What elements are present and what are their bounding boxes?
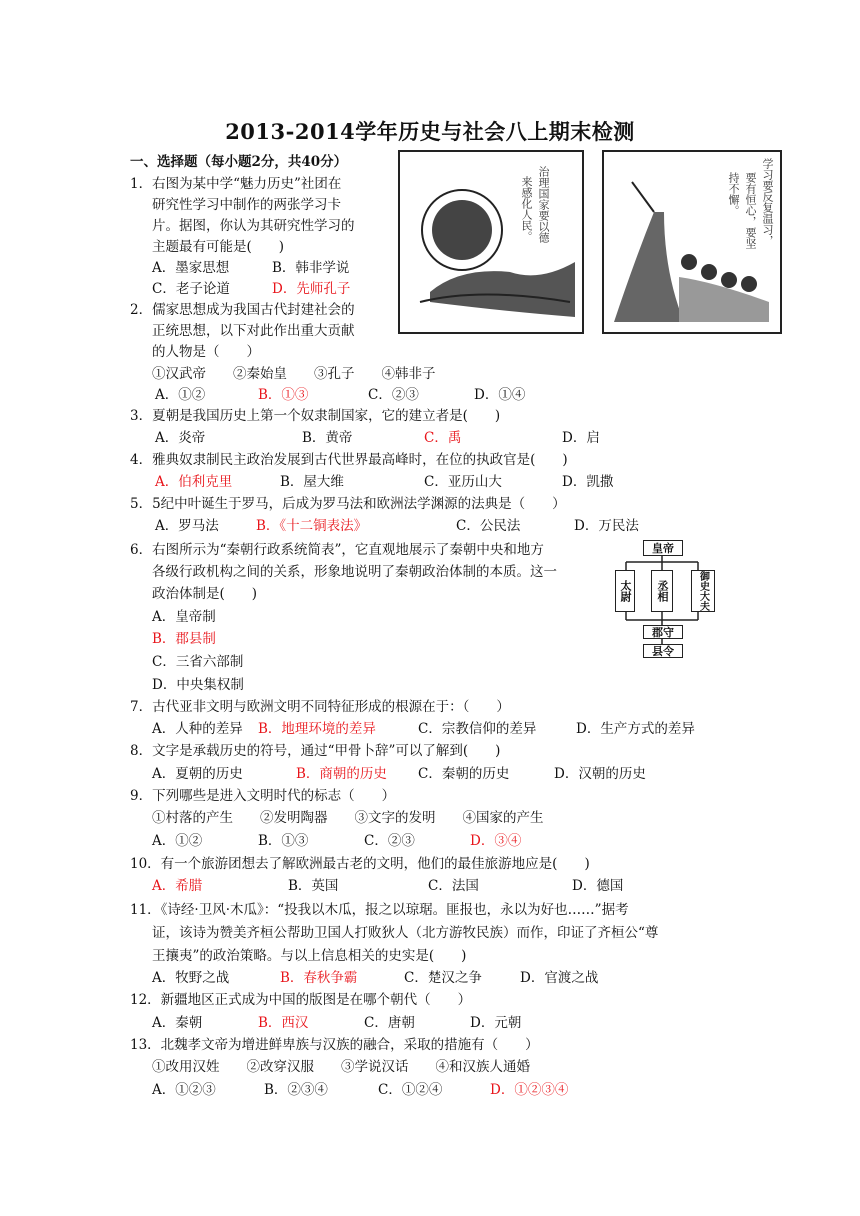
q8-stem: 8．文字是承载历史的符号，通过“甲骨卜辞”可以了解到( ) bbox=[130, 743, 501, 759]
q1-option-c: C．老子论道 bbox=[152, 281, 230, 297]
q4-stem: 4．雅典奴隶制民主政治发展到古代世界最高峰时，在位的执政官是( ) bbox=[130, 452, 568, 468]
q7-stem: 7．古代亚非文明与欧洲文明不同特征形成的根源在于：（ ） bbox=[130, 699, 510, 715]
q1-option-d-answer: D．先师孔子 bbox=[272, 281, 351, 297]
q9-option-c: C．②③ bbox=[364, 833, 415, 849]
q2-option-b-answer: B．①③ bbox=[258, 387, 309, 403]
q8-option-c: C．秦朝的历史 bbox=[418, 766, 510, 782]
q8-option-b-answer: B．商朝的历史 bbox=[296, 766, 387, 782]
study-card-1 bbox=[398, 150, 584, 334]
q5-option-b-answer: B．《十二铜表法》 bbox=[256, 518, 368, 534]
card2-line-3: 持不懈。 bbox=[727, 172, 740, 216]
q12-option-a: A．秦朝 bbox=[152, 1015, 203, 1031]
q6-option-a: A．皇帝制 bbox=[152, 609, 216, 625]
q11-option-d: D．官渡之战 bbox=[520, 970, 599, 986]
q3-option-a: A．炎帝 bbox=[155, 430, 206, 446]
q1-stem-2: 研究性学习中制作的两张学习卡 bbox=[152, 197, 341, 213]
q4-option-b: B．屋大维 bbox=[280, 474, 344, 490]
confucius-illustration bbox=[400, 152, 582, 332]
q2-option-d: D．①④ bbox=[474, 387, 526, 403]
q5-stem: 5．5纪中叶诞生于罗马，后成为罗马法和欧洲法学渊源的法典是（ ） bbox=[130, 496, 566, 512]
q11-stem-2: 证，该诗为赞美齐桓公帮助卫国人打败狄人（北方游牧民族）而作，印证了齐桓公“尊 bbox=[152, 925, 659, 941]
q3-option-b: B．黄帝 bbox=[302, 430, 353, 446]
q13-stem: 13．北魏孝文帝为增进鲜卑族与汉族的融合，采取的措施有（ ） bbox=[130, 1037, 539, 1053]
q12-option-b-answer: B．西汉 bbox=[258, 1015, 309, 1031]
q10-option-d: D．德国 bbox=[572, 878, 624, 894]
chart-chengxiang: 丞相 bbox=[651, 570, 673, 612]
q6-stem-1: 6．右图所示为“秦朝行政系统简表”，它直观地展示了秦朝中央和地方 bbox=[130, 542, 544, 558]
q2-items: ①汉武帝 ②秦始皇 ③孔子 ④韩非子 bbox=[152, 366, 436, 382]
q7-option-a: A．人种的差异 bbox=[152, 721, 243, 737]
q4-option-d: D．凯撒 bbox=[562, 474, 614, 490]
q13-option-d-answer: D．①②③④ bbox=[490, 1082, 569, 1098]
q10-option-b: B．英国 bbox=[288, 878, 339, 894]
q11-option-c: C．楚汉之争 bbox=[404, 970, 482, 986]
card2-line-2: 要有恒心，要坚 bbox=[744, 172, 757, 249]
q8-option-a: A．夏朝的历史 bbox=[152, 766, 243, 782]
q11-stem-1: 11．《诗经·卫风·木瓜》：“投我以木瓜，报之以琼琚。匪报也，永以为好也……”据考 bbox=[130, 902, 629, 918]
q13-option-a: A．①②③ bbox=[152, 1082, 216, 1098]
q2-stem-3: 的人物是（ ） bbox=[152, 344, 260, 360]
q1-stem-4: 主题最有可能是( ) bbox=[152, 239, 285, 255]
q9-stem: 9．下列哪些是进入文明时代的标志（ ） bbox=[130, 788, 396, 804]
q1-option-a: A．墨家思想 bbox=[152, 260, 230, 276]
q11-option-a: A．牧野之战 bbox=[152, 970, 230, 986]
q4-option-c: C．亚历山大 bbox=[424, 474, 502, 490]
q3-option-d: D．启 bbox=[562, 430, 600, 446]
card1-line-1: 治理国家要以德 bbox=[537, 166, 550, 243]
card2-line-1: 学习要反复温习， bbox=[761, 158, 774, 246]
section-heading: 一、选择题（每小题2分，共40分） bbox=[130, 154, 348, 170]
chart-taiwei: 太尉 bbox=[615, 570, 635, 612]
q9-option-d-answer: D．③④ bbox=[470, 833, 522, 849]
q5-option-a: A．罗马法 bbox=[155, 518, 219, 534]
q1-option-b: B．韩非学说 bbox=[272, 260, 350, 276]
q10-stem: 10．有一个旅游团想去了解欧洲最古老的文明，他们的最佳旅游地应是( ) bbox=[130, 856, 590, 872]
q2-option-a: A．①② bbox=[155, 387, 206, 403]
q4-option-a-answer: A．伯利克里 bbox=[155, 474, 233, 490]
q9-option-b: B．①③ bbox=[258, 833, 309, 849]
study-card-2 bbox=[602, 150, 782, 334]
q5-option-c: C．公民法 bbox=[456, 518, 521, 534]
chart-xianling: 县令 bbox=[643, 644, 683, 658]
q13-items: ①改用汉姓 ②改穿汉服 ③学说汉话 ④和汉族人通婚 bbox=[152, 1059, 530, 1075]
q6-stem-3: 政治体制是( ) bbox=[152, 586, 258, 602]
q9-items: ①村落的产生 ②发明陶器 ③文字的发明 ④国家的产生 bbox=[152, 810, 544, 826]
q12-option-c: C．唐朝 bbox=[364, 1015, 415, 1031]
q7-option-b-answer: B．地理环境的差异 bbox=[258, 721, 376, 737]
q12-stem: 12．新疆地区正式成为中国的版图是在哪个朝代（ ） bbox=[130, 992, 472, 1008]
q1-stem-3: 片。据图，你认为其研究性学习的 bbox=[152, 218, 355, 234]
q6-option-c: C．三省六部制 bbox=[152, 654, 244, 670]
q3-option-c-answer: C．禹 bbox=[424, 430, 462, 446]
chart-emperor: 皇帝 bbox=[643, 540, 683, 556]
q12-option-d: D．元朝 bbox=[470, 1015, 522, 1031]
q8-option-d: D．汉朝的历史 bbox=[554, 766, 646, 782]
q11-option-b-answer: B．春秋争霸 bbox=[280, 970, 358, 986]
card1-line-2: 来感化人民。 bbox=[520, 176, 533, 242]
q9-option-a: A．①② bbox=[152, 833, 203, 849]
q13-option-c: C．①②④ bbox=[378, 1082, 443, 1098]
q3-stem: 3．夏朝是我国历史上第一个奴隶制国家，它的建立者是( ) bbox=[130, 408, 501, 424]
q2-stem-2: 正统思想，以下对此作出重大贡献 bbox=[152, 323, 355, 339]
q10-option-c: C．法国 bbox=[428, 878, 479, 894]
q10-option-a-answer: A．希腊 bbox=[152, 878, 203, 894]
chart-yushi-dafu: 御史大夫 bbox=[691, 570, 715, 612]
q13-option-b: B．②③④ bbox=[264, 1082, 328, 1098]
q6-option-d: D．中央集权制 bbox=[152, 677, 244, 693]
q6-stem-2: 各级行政机构之间的关系，形象地说明了秦朝政治体制的本质。这一 bbox=[152, 564, 557, 580]
q2-stem-1: 2．儒家思想成为我国古代封建社会的 bbox=[130, 302, 355, 318]
q6-option-b-answer: B．郡县制 bbox=[152, 631, 216, 647]
q2-option-c: C．②③ bbox=[368, 387, 419, 403]
q1-stem-1: 1．右图为某中学“魅力历史”社团在 bbox=[130, 176, 342, 192]
q7-option-d: D．生产方式的差异 bbox=[576, 721, 695, 737]
page-title: 2013-2014学年历史与社会八上期末检测 bbox=[225, 119, 635, 144]
q11-stem-3: 王攘夷”的政治策略。与以上信息相关的史实是( ) bbox=[152, 948, 467, 964]
q5-option-d: D．万民法 bbox=[574, 518, 639, 534]
chart-junshou: 郡守 bbox=[643, 625, 683, 639]
q7-option-c: C．宗教信仰的差异 bbox=[418, 721, 537, 737]
